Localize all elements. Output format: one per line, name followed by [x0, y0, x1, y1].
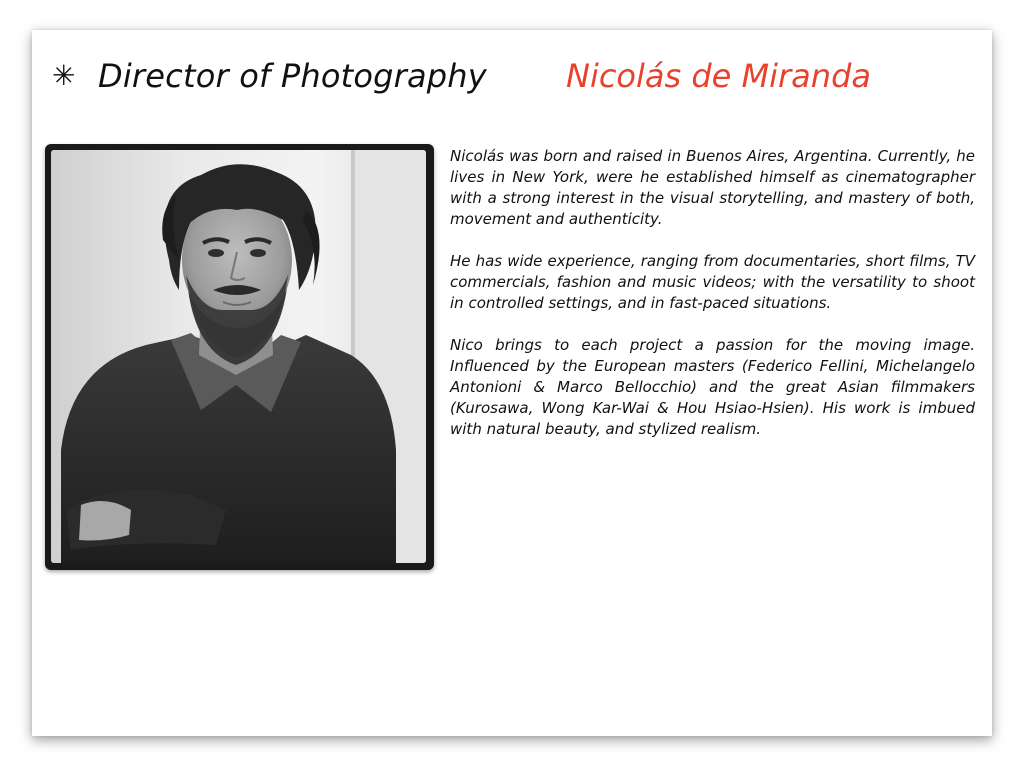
portrait-photo	[51, 150, 426, 563]
portrait-illustration	[51, 150, 426, 563]
header	[52, 54, 952, 104]
biography	[450, 146, 975, 461]
person-name: Nicolás de Miranda	[566, 57, 871, 95]
role-title: Director of Photography	[98, 57, 487, 95]
bio-paragraph-2: He has wide experience, ranging from documentaries, short films, TV commercials, fashion and music videos; with the versatility to shoot in controlled settings, and in fast-paced situations.	[450, 252, 975, 312]
slide	[32, 30, 992, 736]
bio-paragraph-3: Nico brings to each project a passion for the moving image. Influenced by the European masters (Federico Fellini, Michelangelo Antonioni & Marco Bellocchio) and the great Asian filmmakers (Kurosawa, Wong Kar-Wai & Hou Hsiao-Hsien). His work is imbued with natural beauty, and stylized realism.	[450, 336, 975, 438]
portrait-photo-frame	[45, 144, 434, 570]
asterisk-star-icon: ✳	[52, 59, 76, 92]
bio-paragraph-1: Nicolás was born and raised in Buenos Aires, Argentina. Currently, he lives in New York, were he established himself as cinematographer with a strong interest in the visual storytelling, and mastery of both, movement and authenticity.	[450, 147, 975, 228]
